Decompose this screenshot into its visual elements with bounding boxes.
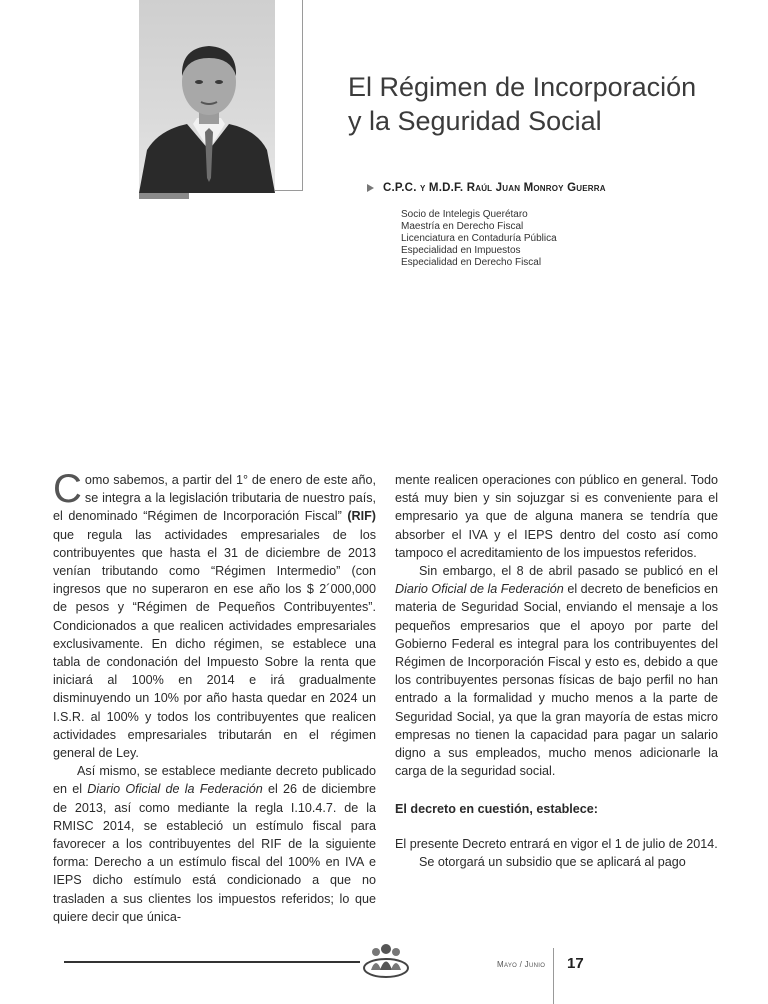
author-name: C.P.C. y M.D.F. Raúl Juan Monroy Guerra bbox=[383, 182, 606, 194]
p2-text-c: el 26 de diciembre de 2013, así como mediante la regla I.10.4.7. de la RMISC 2014, se estableció un estímulo fiscal para favorecer a los contribuyentes del RIF de la siguiente forma: Derecho a un estímulo fiscal del 100% en IVA e IEPS dicho estímulo está condicionado a que no trasladen a sus clientes los impuestos referidos; lo que quiere decir que única- bbox=[53, 782, 376, 924]
paragraph-1 bbox=[53, 467, 376, 762]
credential-item: Especialidad en Derecho Fiscal bbox=[401, 257, 542, 268]
author-photo bbox=[139, 0, 275, 193]
p4-text-c: el decreto de beneficios en materia de Seguridad Social, enviando el mensaje a los pequeños empresarios que el apoyo por parte del Gobierno Federal es integral para los contribuyentes del Régimen de Incorporación Fiscal y esto es, debido a que los contribuyentes personas físicas de bajo perfil no han entrado a la formalidad y mucho menos a la parte de Seguridad Social, ya que la gran mayoría de estas micro empresas no tienen la capacidad para pagar un salario digno a sus empleados, mucho menos adicionarle la carga de la seguridad social. bbox=[395, 582, 718, 779]
photo-accent-bar bbox=[139, 193, 189, 199]
section-heading: El decreto en cuestión, establece: bbox=[395, 802, 598, 817]
credential-item: Maestría en Derecho Fiscal bbox=[401, 221, 524, 232]
p1-text-a: omo sabemos, a partir del 1° de enero de este año, se integra a la legislación tributaria de nuestro país, el denominado “Régimen de Incorporación Fiscal” bbox=[53, 473, 376, 524]
header-divider-vertical bbox=[302, 0, 303, 190]
author-credentials bbox=[401, 209, 557, 269]
p2-text-a: Así mismo, se establece mediante decreto publicado en el bbox=[53, 764, 376, 797]
p4-italic: Diario Oficial de la Federación bbox=[395, 582, 564, 597]
paragraph-6: Se otorgará un subsidio que se aplicará al pago bbox=[419, 854, 686, 869]
footer-rule bbox=[64, 961, 360, 963]
footer-divider bbox=[553, 948, 554, 1004]
triangle-arrow-icon bbox=[367, 184, 374, 192]
page-number: 17 bbox=[567, 955, 584, 972]
drop-cap: C bbox=[53, 467, 82, 511]
author-portrait-icon bbox=[139, 0, 275, 193]
people-logo-icon bbox=[362, 940, 410, 980]
paragraph-5: El presente Decreto entrará en vigor el 1 de julio de 2014. bbox=[395, 836, 718, 851]
paragraph-4 bbox=[395, 562, 718, 780]
author-line bbox=[367, 182, 606, 194]
p1-bold-rif: (RIF) bbox=[347, 509, 376, 524]
issue-date: Mayo / Junio bbox=[497, 960, 546, 969]
body-column-left bbox=[53, 467, 376, 926]
paragraph-2 bbox=[53, 762, 376, 926]
body-column-right bbox=[395, 471, 718, 871]
title-line-1: El Régimen de Incorporación bbox=[348, 72, 697, 103]
p2-italic: Diario Oficial de la Federación bbox=[87, 782, 263, 797]
paragraph-3: mente realicen operaciones con público en general. Todo está muy bien y sin sojuzgar si es conveniente para el empresario ya que de alguna manera se tendría que absorber el IVA y el IEPS dentro del costo así como tampoco el acreditamiento de los impuestos referidos. bbox=[395, 473, 718, 560]
article-title bbox=[348, 70, 748, 138]
credential-item: Especialidad en Impuestos bbox=[401, 245, 521, 256]
p1-text-c: que regula las actividades empresariales de los contribuyentes que hasta el 31 de diciembre de 2013 venían tributando como “Régimen Intermedio” (con ingresos que no superaron en ese año los $ 2´000,000 de pesos y “Régimen de Pequeños Contribuyentes”. Condicionados a que realicen actividades empresariales exclusivamente. En dicho régimen, se establece una tabla de condonación del Impuesto Sobre la renta que iniciará al 100% en 2014 e irá gradualmente disminuyendo un 10% por año hasta quedar en 2024 un I.S.R. al 100% y todos los contribuyentes que realicen actividades empresariales tributarán en el régimen general de Ley. bbox=[53, 527, 376, 761]
credential-item: Licenciatura en Contaduría Pública bbox=[401, 233, 557, 244]
header-divider-horizontal bbox=[275, 190, 303, 191]
credential-item: Socio de Intelegis Querétaro bbox=[401, 209, 528, 220]
title-line-2: y la Seguridad Social bbox=[348, 106, 602, 137]
p4-text-a: Sin embargo, el 8 de abril pasado se publicó en el bbox=[419, 564, 718, 579]
